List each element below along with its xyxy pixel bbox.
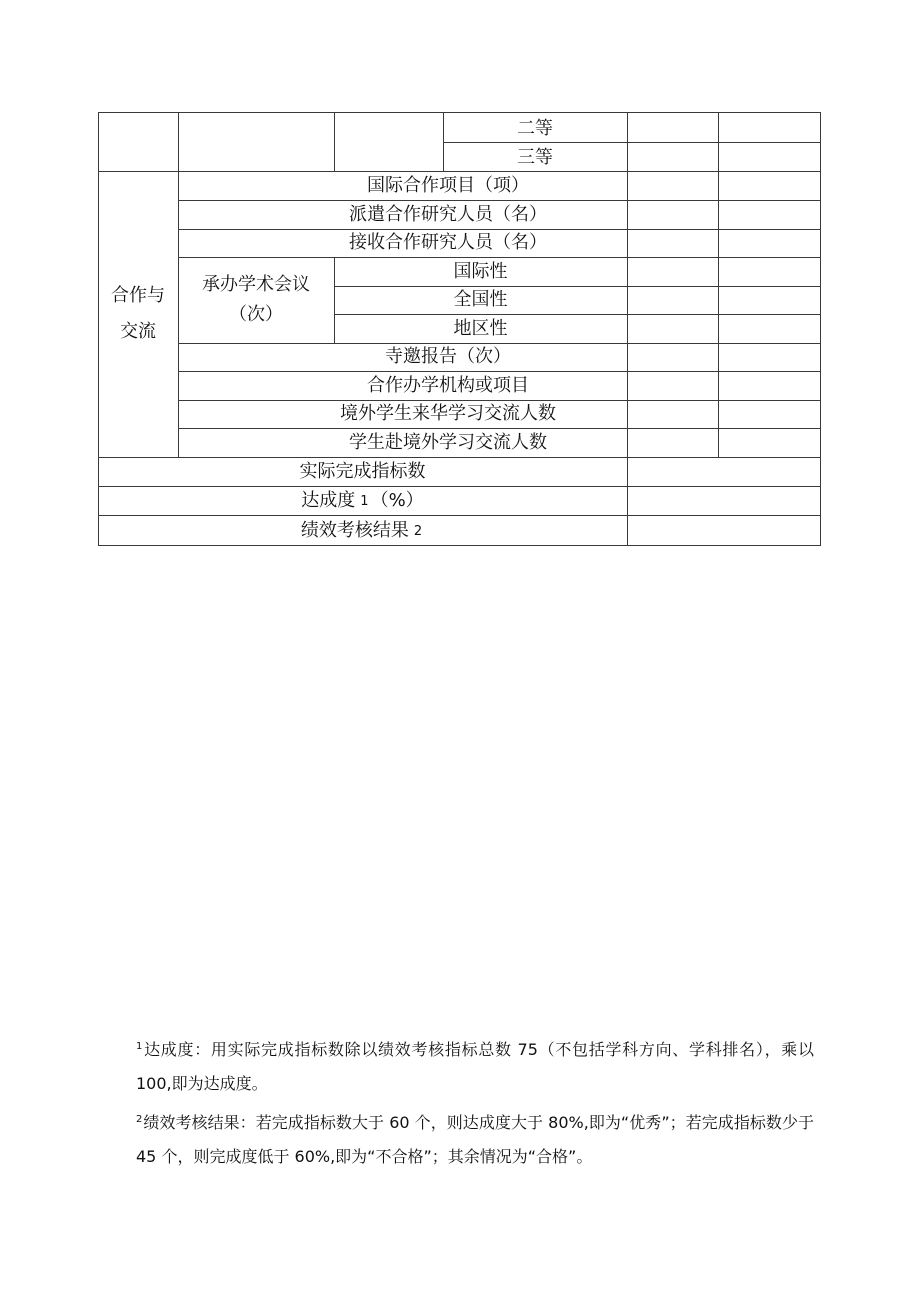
section-label-line-2: 交流 xyxy=(120,321,156,342)
row-outbound-students: 学生赴境外学习交流人数 xyxy=(349,431,547,453)
summary-completed-count: 实际完成指标数 xyxy=(299,460,426,482)
conference-label-line-2: （次） xyxy=(229,304,283,325)
summary-completion-rate xyxy=(98,486,627,515)
row-invited-talks: 寺邀报告（次） xyxy=(385,346,511,367)
completion-label: 达成度 xyxy=(301,489,356,511)
completion-unit: （%） xyxy=(370,489,424,511)
prize-third-label: 三等 xyxy=(517,146,553,168)
row-inbound-students: 境外学生来华学习交流人数 xyxy=(340,403,556,424)
row-intl-projects: 国际合作项目（项） xyxy=(367,174,529,196)
footnote-1 xyxy=(136,1030,814,1101)
footnote-2-mark: 2 xyxy=(136,1114,143,1125)
row-dispatched-researchers: 派遣合作研究人员（名） xyxy=(349,203,547,225)
conference-national: 全国性 xyxy=(453,289,508,310)
footnote-1-text: 达成度：用实际完成指标数除以绩效考核指标总数 75（不包括学科方向、学科排名），乘以 100,即为达成度。 xyxy=(136,1040,814,1093)
prize-second-label: 二等 xyxy=(517,118,553,139)
footnote-2-text: 绩效考核结果：若完成指标数大于 60 个，则达成度大于 80%,即为“优秀”；若完成指标数少于 45 个，则完成度低于 60%,即为“不合格”；其余情况为“合格”。 xyxy=(136,1113,814,1166)
section-label-cooperation xyxy=(98,171,178,457)
row-received-researchers: 接收合作研究人员（名） xyxy=(349,232,547,253)
row-joint-programs: 合作办学机构或项目 xyxy=(367,374,529,396)
conference-label xyxy=(178,257,334,343)
footnote-2 xyxy=(136,1103,814,1174)
summary-assessment-result xyxy=(98,515,627,546)
completion-footnote-mark: 1 xyxy=(360,494,369,509)
result-footnote-mark: 2 xyxy=(413,524,423,539)
conference-label-line-1: 承办学术会议 xyxy=(202,274,310,295)
result-label: 绩效考核结果 xyxy=(300,519,409,541)
footnotes xyxy=(136,1030,814,1176)
indicator-table xyxy=(98,112,821,546)
footnote-1-mark: 1 xyxy=(136,1041,143,1052)
section-label-line-1: 合作与 xyxy=(111,285,165,306)
conference-international: 国际性 xyxy=(453,260,508,282)
conference-regional: 地区性 xyxy=(453,317,508,339)
